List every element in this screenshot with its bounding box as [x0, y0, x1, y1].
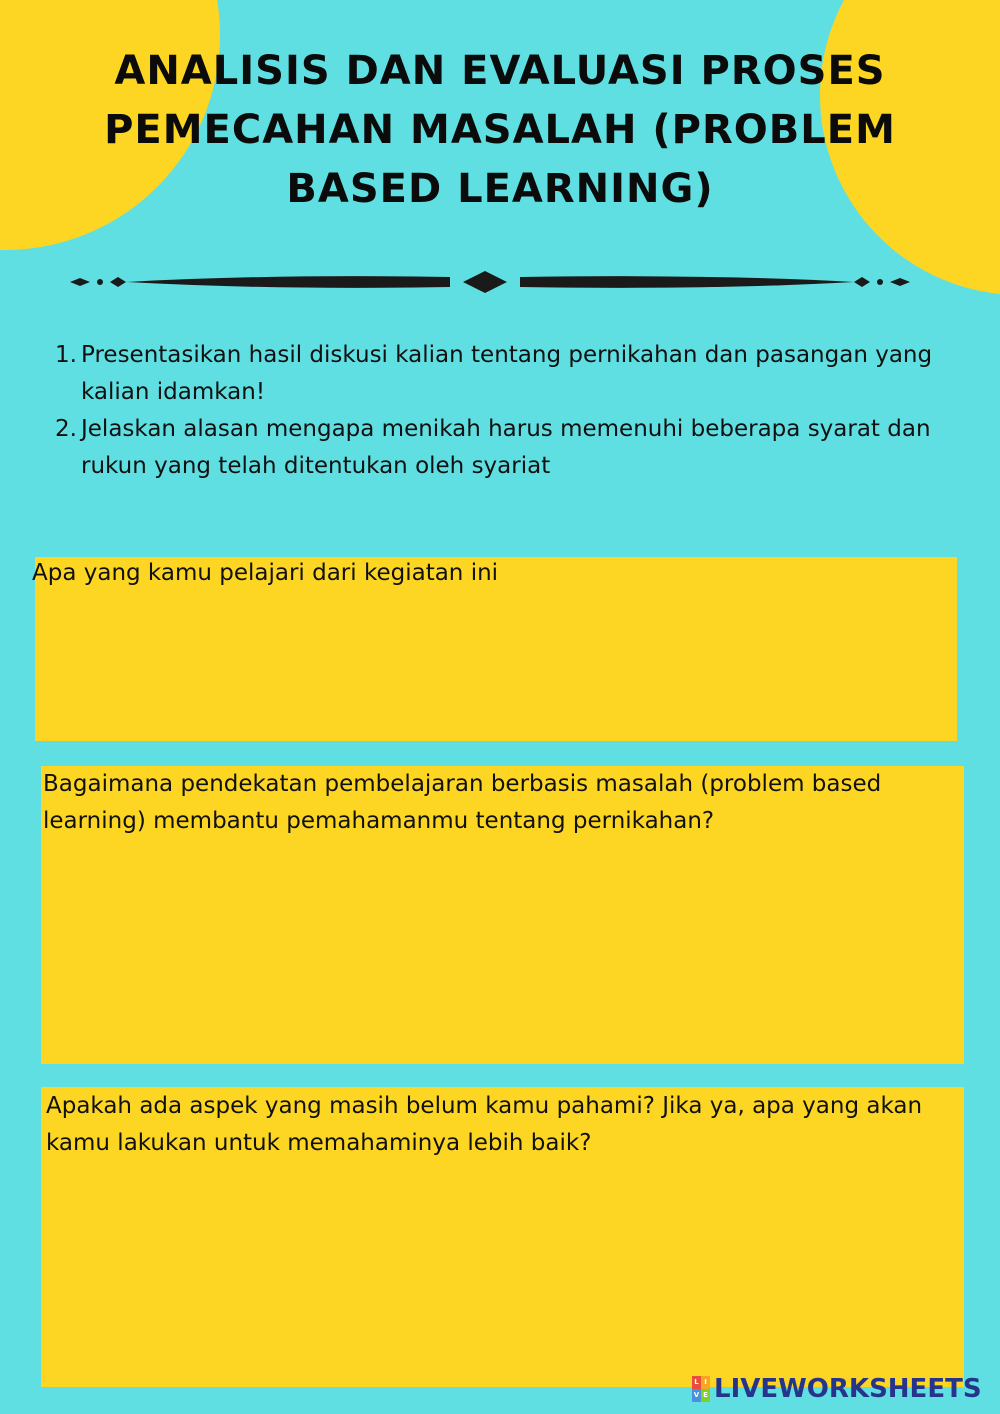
logo-letter: L: [692, 1376, 701, 1389]
answer-box-prompt: Apa yang kamu pelajari dari kegiatan ini: [32, 560, 499, 586]
instruction-item: [55, 337, 935, 411]
logo-letter: E: [701, 1389, 710, 1402]
liveworksheets-icon: [692, 1376, 710, 1402]
logo-letter: V: [692, 1389, 701, 1402]
title-line-1: ANALISIS DAN EVALUASI PROSES: [114, 48, 886, 94]
ornamental-divider: [70, 262, 910, 302]
instruction-item: [55, 411, 935, 485]
instruction-number: 1.: [55, 342, 77, 368]
answer-box-prompt: Apakah ada aspek yang masih belum kamu pahami? Jika ya, apa yang akan kamu lakukan untuk memahaminya lebih baik?: [46, 1093, 923, 1156]
instruction-text: Jelaskan alasan mengapa menikah harus memenuhi beberapa syarat dan rukun yang telah ditentukan oleh syariat: [81, 416, 931, 479]
title-line-2: PEMECAHAN MASALAH (PROBLEM: [104, 107, 896, 153]
answer-box-2[interactable]: [41, 766, 964, 1064]
answer-box-prompt: Bagaimana pendekatan pembelajaran berbasis masalah (problem based learning) membantu pemahamanmu tentang pernikahan?: [43, 771, 882, 834]
instruction-text: Presentasikan hasil diskusi kalian tentang pernikahan dan pasangan yang kalian idamkan!: [81, 342, 933, 405]
answer-box-3[interactable]: [41, 1087, 964, 1387]
page-title: [40, 42, 960, 219]
answer-box-1[interactable]: [32, 557, 957, 741]
instruction-list: [55, 337, 935, 485]
liveworksheets-brand: LIVEWORKSHEETS: [714, 1374, 982, 1404]
title-line-3: BASED LEARNING): [286, 166, 714, 212]
instruction-number: 2.: [55, 416, 77, 442]
logo-letter: I: [701, 1376, 710, 1389]
liveworksheets-logo: [692, 1374, 982, 1404]
